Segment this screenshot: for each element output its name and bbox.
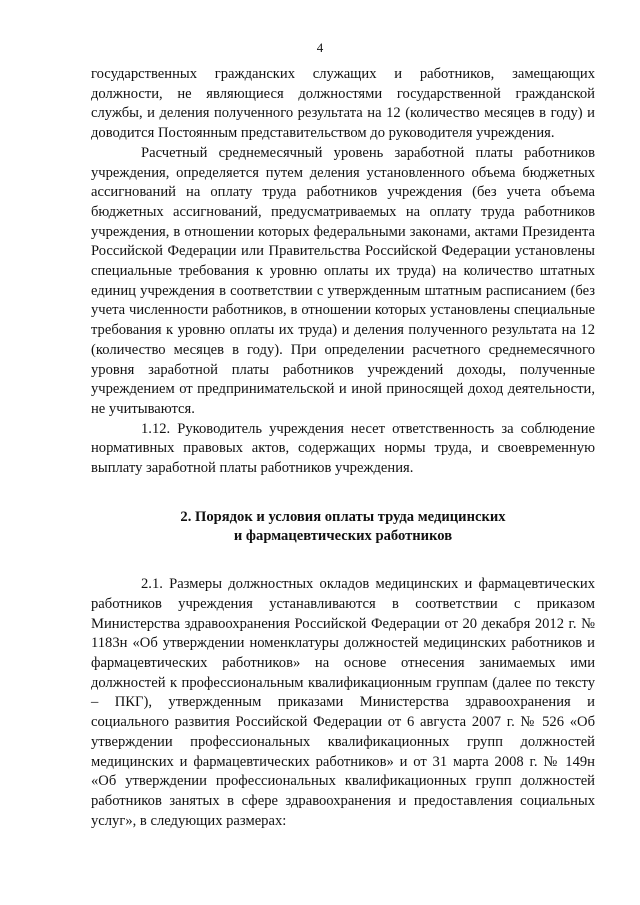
page-number: 4 <box>316 40 324 55</box>
paragraph-salary-calculation: Расчетный среднемесячный уровень заработной платы работников учреждения, определяется путем деления установленного объема бюджетных ассигнований на оплату труда работников учреждения (без учета объема бюджетных ассигнований, предусматриваемых на оплату труда работников учреждения, в отношении которых федеральными законами, актами Президента Российской Федерации или Правительства Российской Федерации установлены специальные требования к уровню оплаты их труда) на количество штатных единиц учреждения в соответствии с утвержденным штатным расписанием (без учета численности работников, в отношении которых установлены специальные требования к уровню оплаты их труда) и деления полученного результата на 12 (количество месяцев в году). При определении расчетного среднемесячного уровня заработной платы работников учреждений доходы, полученные учреждением от предпринимательской и иной приносящей доход деятельности, не учитываются. <box>91 144 595 417</box>
paragraph-2-1: 2.1. Размеры должностных окладов медицинских и фармацевтических работников учреждения устанавливаются в соответствии с приказом Министерства здравоохранения Российской Федерации от 20 декабря 2012 г. № 1183н «Об утверждении номенклатуры должностей медицинских работников и фармацевтических работников» на основе отнесения занимаемых ими должностей к профессиональным квалификационным группам (далее по тексту – ПКГ), утвержденным приказами Министерства здравоохранения и социального развития Российской Федерации от 6 августа 2007 г. № 526 «Об утверждении профессиональных квалификационных групп должностей медицинских и фармацевтических работников» и от 31 марта 2008 г. № 149н «Об утверждении профессиональных квалификационных групп должностей работников занятых в сфере здравоохранения и предоставления социальных услуг», в следующих размерах: <box>91 576 595 829</box>
document-body <box>91 65 595 831</box>
section-heading-line-1: 2. Порядок и условия оплаты труда медицинских <box>180 508 506 525</box>
section-heading-line-2: и фармацевтических работников <box>233 528 453 545</box>
paragraph-continued: государственных гражданских служащих и работников, замещающих должности, не являющиеся должностями государственной гражданской службы, и деления полученного результата на 12 (количество месяцев в году) и доводится Постоянным представительством до руководителя учреждения. <box>91 66 595 142</box>
section-heading <box>91 508 595 547</box>
paragraph-1-12: 1.12. Руководитель учреждения несет ответственность за соблюдение нормативных правовых актов, содержащих нормы труда, и своевременную выплату заработной платы работников учреждения. <box>91 420 595 477</box>
